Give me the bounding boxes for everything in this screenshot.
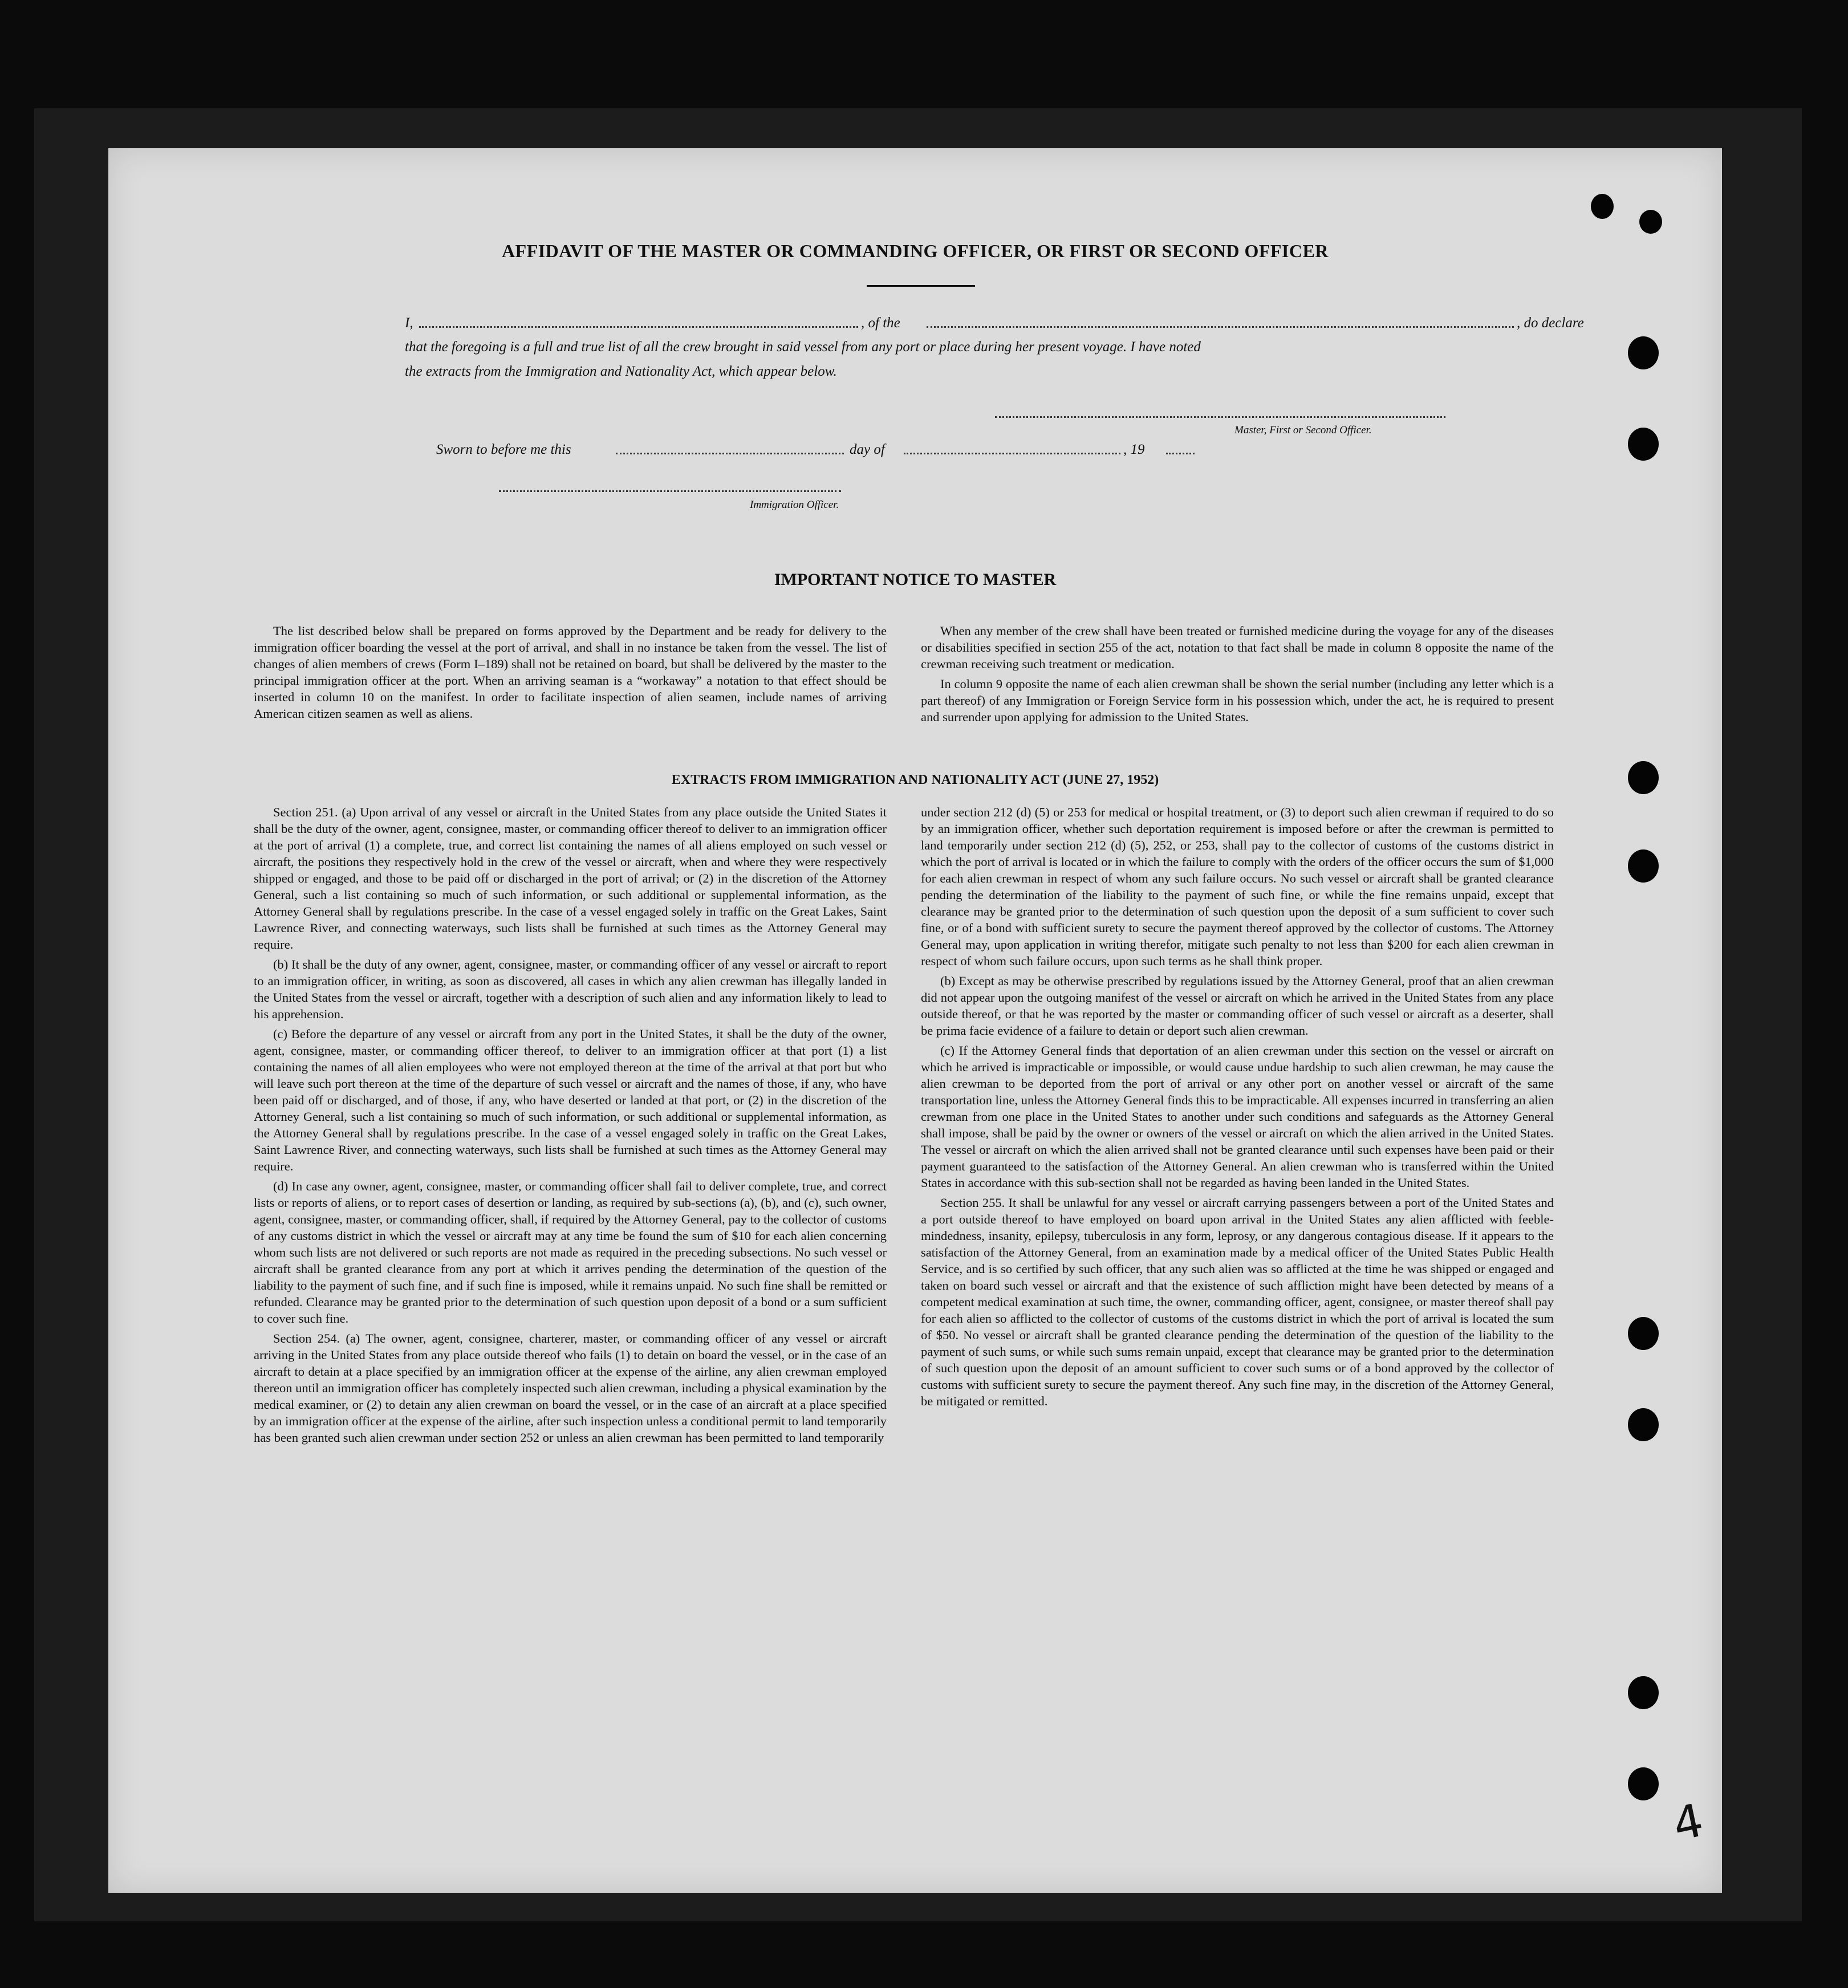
extract-paragraph: (c) Before the departure of any vessel or aircraft from any port in the United States, it shall be the duty of the owner, agent, consignee, master, or commanding officer thereof, to deliver to an immigration officer at that port (1) a list containing the names of all alien employees who were not employed thereon at the time of the arrival at that port but who will leave such port thereon at the time of the departure of such vessel or aircraft and the names of those, if any, who have been paid off or discharged, and of those, if any, who have deserted or landed at that port, or (2) in the discretion of the Attorney General, such a list containing so much of such information, or such additional or supplemental information, as the Attorney General shall by regulations prescribe. In the case of a vessel engaged solely in traffic on the Great Lakes, Saint Lawrence River, and connecting waterways, such lists shall be furnished at such times as the Attorney General may require. [254,1027,887,1173]
handwritten-page-mark: 4 [1668,1793,1708,1852]
notice-left-paragraph: The list described below shall be prepared on forms approved by the Department and be ready for delivery to the immigration officer boarding the vessel at the port of arrival, and shall in no instance be taken from the vessel. The list of changes of alien members of crews (Form I–189) shall not be retained on board, but shall be delivered by the master to the principal immigration officer at the port. When an arriving seaman is a “workaway” a notation to that effect should be inserted in column 10 on the manifest. In order to facilitate inspection of alien seamen, include names of arriving American citizen seamen as well as aliens. [254,624,887,721]
sworn-year-blank [1166,453,1195,454]
punch-hole [1639,210,1662,234]
notice-right-paragraph-1: When any member of the crew shall have been treated or furnished medicine during the voyage for any of the diseases or disabilities specified in section 255 of the act, notation to that fact shall be made in column 8 opposite the name of the crewman receiving such treatment or medication. [921,624,1554,671]
punch-hole [1628,1317,1659,1350]
declaration-line-2: that the foregoing is a full and true list of all the crew brought in said vessel from any port or place during her present voyage. I have noted [405,339,1201,355]
notice-right-paragraph-2: In column 9 opposite the name of each alien crewman shall be shown the serial number (including any letter which is a part thereof) of any Immigration or Foreign Service form in his possession which, under the act, he is required to present and surrender upon applying for admission to the United States. [921,677,1554,724]
extracts-left-column [254,804,887,1449]
notice-title: IMPORTANT NOTICE TO MASTER [774,570,1057,589]
sworn-day-blank [616,453,844,454]
extract-paragraph: under section 212 (d) (5) or 253 for medical or hospital treatment, or (3) to deport such alien crewman if required to do so by an immigration officer, whether such deportation requirement is imposed before or after the crewman is permitted to land temporarily under section 212 (d) (5), 252, or 253, shall pay to the collector of customs of the customs district in which the port of arrival is located or in which the failure to comply with the orders of the officer occurs the sum of $1,000 for each alien crewman in respect of whom any such failure occurs. No such vessel or aircraft shall be granted clearance pending the determination of the liability to the payment of such fine, or while the fine remains unpaid, except that clearance may be granted prior to the determination of such question upon the deposit of a sum sufficient to cover such fine, or of a bond with sufficient surety to secure the payment thereof approved by the collector of customs. The Attorney General may, upon application in writing therefor, mitigate such penalty to not less than $200 for each alien crewman in respect of whom such failure occurs, upon such terms as he shall think proper. [921,805,1554,968]
sworn-day-of: day of [850,442,885,457]
punch-hole [1628,1408,1659,1441]
extract-paragraph: Section 254. (a) The owner, agent, consignee, charterer, master, or commanding officer of any vessel or aircraft arriving in the United States from any place outside thereof who fails (1) to detain on board the vessel, or in the case of an aircraft to detain at a place specified by an immigration officer at the expense of the airline, any alien crewman employed thereon until an immigration officer has completely inspected such alien crewman, including a physical examination by the medical examiner, or (2) to detain any alien crewman on board the vessel, or in the case of an aircraft at a place specified by an immigration officer at the expense of the airline, after such inspection unless a conditional permit to land temporarily has been granted such alien crewman under section 252 or unless an alien crewman has been permitted to land temporarily [254,1331,887,1445]
punch-hole [1628,849,1659,883]
punch-hole [1628,1676,1659,1709]
extract-paragraph: (d) In case any owner, agent, consignee, master, or commanding officer shall fail to deliver complete, true, and correct lists or reports of aliens, or to report cases of desertion or landing, as required by sub-sections (a), (b), and (c), such owner, agent, consignee, master, or commanding officer, shall, if required by the Attorney General, pay to the collector of customs of any customs district in which the vessel or aircraft may at any time be found the sum of $10 for each alien concerning whom such lists are not delivered or such reports are not made as required in the preceding subsections. No such vessel or aircraft shall be granted clearance from any port at which it arrives pending the determination of the question of the liability to the payment of such fine, and if such fine is imposed, while it remains unpaid. No such fine shall be remitted or refunded. Clearance may be granted prior to the determination of such question upon deposit of a bond or a sum sufficient to cover such fine. [254,1179,887,1326]
document-page [108,148,1722,1893]
immigration-officer-signature-line [499,490,841,492]
extracts-right-column [921,804,1554,1413]
punch-hole [1628,428,1659,461]
declaration-i: I, [405,315,413,331]
extract-paragraph: (b) It shall be the duty of any owner, agent, consignee, master, or commanding officer of any vessel or aircraft to report to an immigration officer, in writing, as soon as discovered, all cases in which any alien crewman has illegally landed in the United States from the vessel or aircraft, together with a description of such alien and any information likely to lead to his apprehension. [254,957,887,1021]
extract-paragraph: (c) If the Attorney General finds that deportation of an alien crewman under this section on the vessel or aircraft on which he arrived is impracticable or impossible, or would cause undue hardship to such alien crewman, he may cause the alien crewman to be deported from the port of arrival or any other port on another vessel or aircraft of the same transportation line, unless the Attorney General finds this to be impracticable. All expenses incurred in transferring an alien crewman from one place in the United States to another under such conditions and safeguards as the Attorney General shall impose, shall be paid by the owner or owners of the vessel or aircraft on which the alien arrived in the United States. The vessel or aircraft on which the alien arrived shall not be granted clearance until such expenses have been paid or their payment guaranteed to the satisfaction of the Attorney General. An alien crewman who is transferred within the United States in accordance with this sub-section shall not be regarded as having been landed in the United States. [921,1043,1554,1190]
title-rule [867,285,975,287]
vessel-blank [927,326,1514,328]
extract-paragraph: (b) Except as may be otherwise prescribed by regulations issued by the Attorney General, proof that an alien crewman did not appear upon the outgoing manifest of the vessel or aircraft on which he arrived in the United States from any place outside thereof, or that he was reported by the master or commanding officer of such vessel or aircraft as a deserter, shall be prima facie evidence of a failure to detain or deport such alien crewman. [921,974,1554,1038]
notice-left-column [254,623,887,725]
sworn-year: , 19 [1123,442,1145,457]
immigration-officer-caption: Immigration Officer. [750,499,839,511]
sworn-month-blank [904,453,1120,454]
master-signature-line [995,416,1445,418]
declaration-of-the: , of the [861,315,900,331]
extract-paragraph: Section 251. (a) Upon arrival of any vessel or aircraft in the United States from any place outside the United States it shall be the duty of the owner, agent, consignee, master, or commanding officer thereof to deliver to an immigration officer at the port of arrival (1) a complete, true, and correct list containing the names of all aliens employed on such vessel or aircraft, the positions they respectively hold in the crew of the vessel or aircraft, when and where they were respectively shipped or engaged, and those to be paid off or discharged in the port of arrival; or (2) in the discretion of the Attorney General, such a list containing so much of such information, or such additional or supplemental information, as the Attorney General shall by regulations prescribe. In the case of a vessel engaged solely in traffic on the Great Lakes, Saint Lawrence River, and connecting waterways, such lists shall be furnished at such times as the Attorney General may require. [254,805,887,952]
master-caption: Master, First or Second Officer. [1234,424,1372,436]
declaration-do-declare: , do declare [1517,315,1584,331]
punch-hole [1628,1767,1659,1800]
notice-right-column [921,623,1554,729]
declaration-line-3: the extracts from the Immigration and Nationality Act, which appear below. [405,364,837,379]
affidavit-title: AFFIDAVIT OF THE MASTER OR COMMANDING OFFICER, OR FIRST OR SECOND OFFICER [502,241,1329,261]
sworn-prefix: Sworn to before me this [436,442,571,457]
punch-hole [1591,194,1614,219]
extracts-title: EXTRACTS FROM IMMIGRATION AND NATIONALITY ACT (JUNE 27, 1952) [671,773,1159,787]
punch-hole [1628,336,1659,369]
extract-paragraph: Section 255. It shall be unlawful for any vessel or aircraft carrying passengers between a port of the United States and a port outside thereof to have employed on board upon arrival in the United States any alien afflicted with feeble-mindedness, insanity, epilepsy, tuberculosis in any form, leprosy, or any dangerous contagious disease. If it appears to the satisfaction of the Attorney General, from an examination made by a medical officer of the United States Public Health Service, and is so certified by such officer, that any such alien was so afflicted at the time he was shipped or engaged and taken on board such vessel or aircraft and that the existence of such affliction might have been detected by means of a competent medical examination at such time, the owner, commanding officer, agent, consignee, or master thereof shall pay for each alien so afflicted to the collector of customs of the customs district in which the port of arrival is located the sum of $50. No vessel or aircraft shall be granted clearance pending the determination of the question of the liability to the payment of such sums, or while such sums remain unpaid, except that clearance may be granted prior to the determination of such question upon the deposit of an amount sufficient to cover such sums or of a bond approved by the collector of customs with sufficient surety to secure the payment thereof. Any such fine may, in the discretion of the Attorney General, be mitigated or remitted. [921,1196,1554,1408]
name-blank [419,326,858,328]
